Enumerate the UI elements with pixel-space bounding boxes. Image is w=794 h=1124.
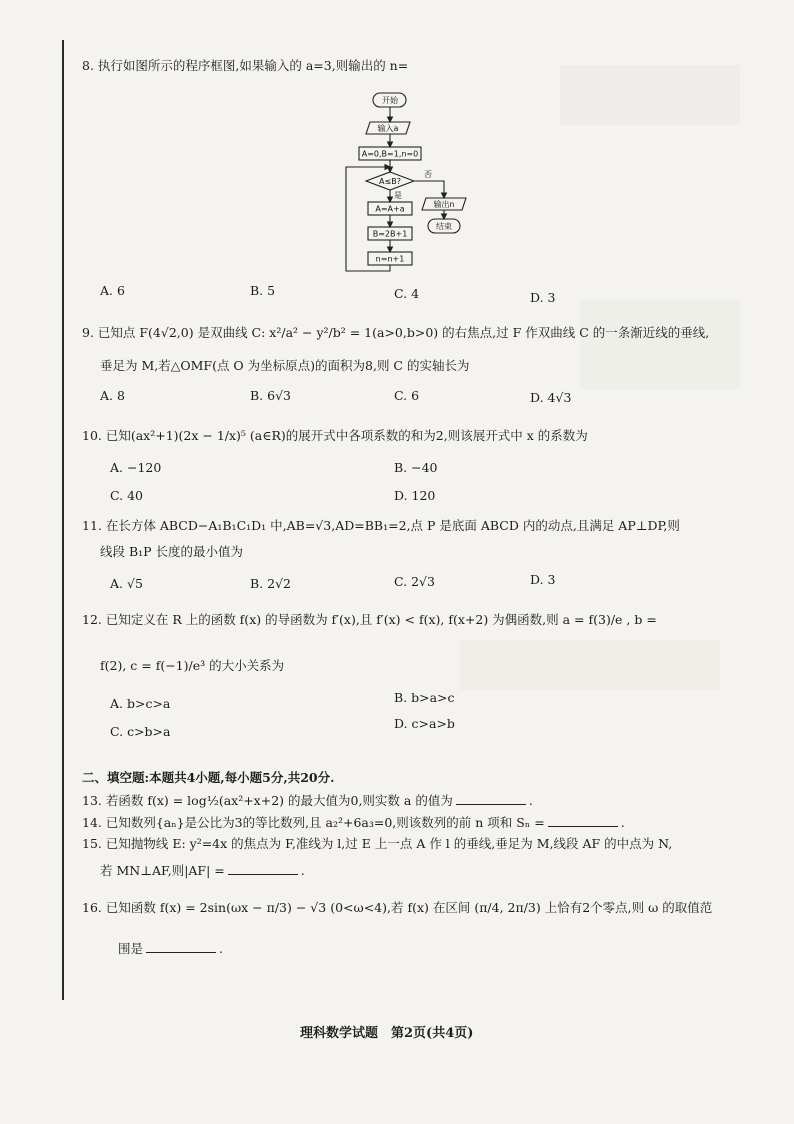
option-d: D. 120 — [394, 488, 436, 503]
question-16-line1: 16. 已知函数 f(x) = 2sin(ωx − π/3) − √3 (0<ω<4),若 f(x) 在区间 (π/4, 2π/3) 上恰有2个零点,则 ω 的取值范 — [82, 900, 713, 915]
option-c: C. 2√3 — [394, 574, 435, 589]
answer-blank[interactable] — [146, 940, 216, 953]
question-16-text: 围是 — [118, 941, 144, 956]
question-16-line2 — [118, 940, 223, 957]
flowchart-input: 输入a — [377, 124, 399, 133]
flowchart-no-label: 否 — [424, 170, 432, 179]
option-d: D. 3 — [530, 290, 556, 305]
bleed-through — [460, 640, 720, 690]
answer-blank[interactable] — [456, 792, 526, 805]
page-footer: 理科数学试题 第2页(共4页) — [300, 1026, 474, 1041]
flowchart-step-a: A=A+a — [375, 204, 405, 214]
bleed-through — [560, 65, 740, 125]
option-b: B. −40 — [394, 460, 438, 475]
question-12-line1: 12. 已知定义在 R 上的函数 f(x) 的导函数为 f′(x),且 f′(x) < f(x), f(x+2) 为偶函数,则 a = f(3)/e , b = — [82, 612, 657, 627]
program-flowchart — [340, 88, 490, 276]
question-12-line2: f(2), c = f(−1)/e³ 的大小关系为 — [100, 658, 285, 673]
question-13 — [82, 792, 533, 809]
question-11-line1: 11. 在长方体 ABCD−A₁B₁C₁D₁ 中,AB=√3,AD=BB₁=2,点 P 是底面 ABCD 内的动点,且满足 AP⊥DP,则 — [82, 518, 680, 533]
option-b: B. 6√3 — [250, 388, 292, 403]
flowchart-output: 输出n — [433, 200, 455, 209]
flowchart-start: 开始 — [382, 96, 398, 105]
flowchart-yes-label: 是 — [394, 191, 402, 200]
question-15-line2 — [100, 862, 305, 879]
question-15-line1: 15. 已知抛物线 E: y²=4x 的焦点为 F,准线为 l,过 E 上一点 A 作 l 的垂线,垂足为 M,线段 AF 的中点为 N, — [82, 836, 673, 851]
flowchart-end: 结束 — [436, 222, 452, 231]
flowchart-step-n: n=n+1 — [375, 254, 405, 264]
option-c: C. 6 — [394, 388, 420, 403]
option-c: C. 40 — [110, 488, 143, 503]
answer-blank[interactable] — [548, 814, 618, 827]
question-9-line2: 垂足为 M,若△OMF(点 O 为坐标原点)的面积为8,则 C 的实轴长为 — [100, 358, 470, 373]
option-c: C. 4 — [394, 286, 420, 301]
flowchart-condition: A≤B? — [379, 177, 401, 186]
option-a: A. 6 — [100, 283, 125, 298]
binding-margin-line — [62, 40, 64, 1000]
answer-blank[interactable] — [228, 862, 298, 875]
option-a: A. b>c>a — [110, 696, 171, 711]
option-a: A. √5 — [110, 576, 143, 591]
option-d: D. 3 — [530, 572, 556, 587]
question-14-end: . — [620, 815, 625, 830]
bleed-through — [580, 300, 740, 390]
option-d: D. c>a>b — [394, 716, 455, 731]
question-15-end: . — [300, 863, 305, 878]
question-8-stem: 8. 执行如图所示的程序框图,如果输入的 a=3,则输出的 n= — [82, 58, 409, 73]
option-b: B. 5 — [250, 283, 276, 298]
section-heading-fill-in: 二、填空题:本题共4小题,每小题5分,共20分. — [82, 770, 335, 785]
question-14-text: 14. 已知数列{aₙ}是公比为3的等比数列,且 a₂²+6a₃=0,则该数列的前 n 项和 Sₙ = — [82, 815, 545, 830]
question-13-text: 13. 若函数 f(x) = log½(ax²+x+2) 的最大值为0,则实数 a 的值为 — [82, 793, 453, 808]
option-a: A. −120 — [110, 460, 162, 475]
flowchart-init: A=0,B=1,n=0 — [361, 149, 419, 159]
question-16-end: . — [219, 941, 223, 956]
option-b: B. 2√2 — [250, 576, 292, 591]
flowchart-step-b: B=2B+1 — [372, 229, 408, 239]
question-14 — [82, 814, 625, 831]
option-d: D. 4√3 — [530, 390, 572, 405]
question-13-end: . — [528, 793, 533, 808]
question-15-text: 若 MN⊥AF,则|AF| = — [100, 863, 225, 878]
option-c: C. c>b>a — [110, 724, 171, 739]
option-a: A. 8 — [100, 388, 125, 403]
question-11-line2: 线段 B₁P 长度的最小值为 — [100, 544, 244, 559]
question-9-line1: 9. 已知点 F(4√2,0) 是双曲线 C: x²/a² − y²/b² = 1(a>0,b>0) 的右焦点,过 F 作双曲线 C 的一条渐近线的垂线, — [82, 325, 710, 340]
question-10-stem: 10. 已知(ax²+1)(2x − 1/x)⁵ (a∈R)的展开式中各项系数的和为2,则该展开式中 x 的系数为 — [82, 428, 588, 443]
option-b: B. b>a>c — [394, 690, 455, 705]
